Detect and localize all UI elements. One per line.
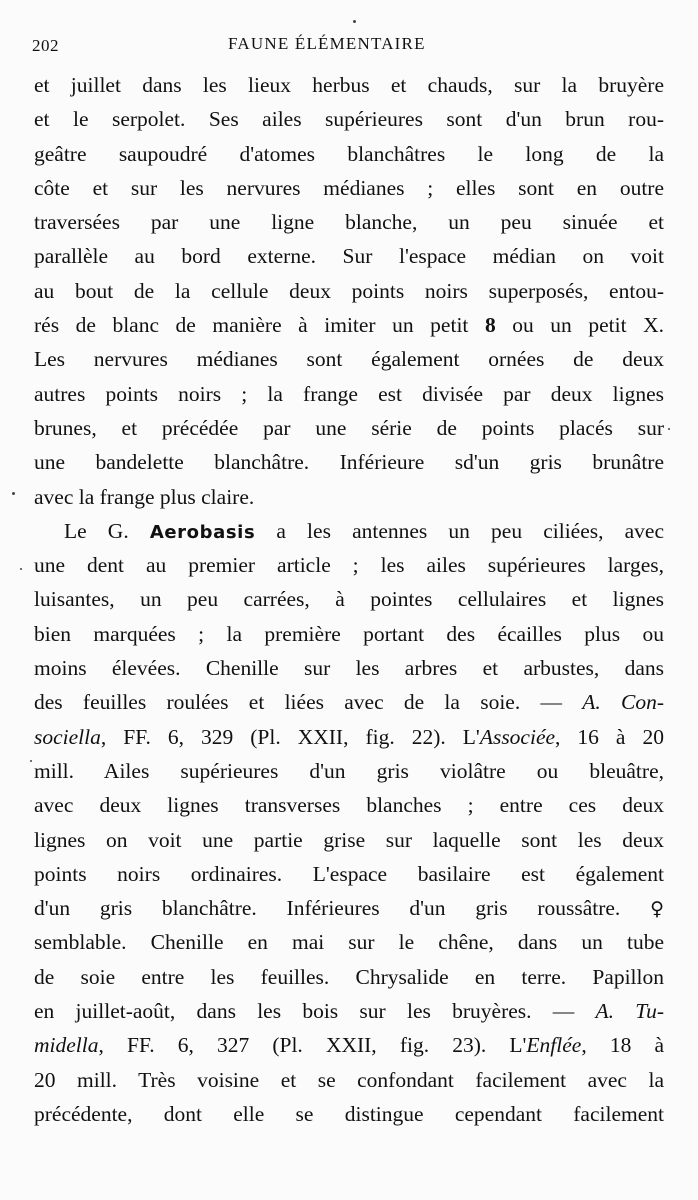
paper-speck [353,20,356,23]
text-line: avec deux lignes transverses blanches ; entre ces deux [34,793,664,818]
figure-eight: 8 [484,313,496,338]
species-name: sociella [34,724,101,749]
text-line: 20 mill. Très voisine et se confondant facilement avec la [34,1067,664,1092]
text-line: bien marquées ; la première portant des écailles plus ou [34,621,664,646]
text-line: avec la frange plus claire. [34,484,255,509]
text-line: précédente, dont elle se distingue cependant facilement [34,1101,664,1126]
text-line: parallèle au bord externe. Sur l'espace médian on voit [34,244,664,269]
text-run: , FF. 6, 327 (Pl. XXII, fig. 23). L' [98,1033,527,1058]
text-line: geâtre saupoudré d'atomes blanchâtres le long de la [34,141,664,166]
text-line: luisantes, un peu carrées, à pointes cellulaires et lignes [34,587,664,612]
paper-speck [668,428,670,430]
text-line: côte et sur les nervures médianes ; elles sont en outre [34,175,664,200]
text-line [34,891,664,925]
text-line: semblable. Chenille en mai sur le chêne, dans un tube [34,930,664,955]
body-text [34,68,664,1131]
text-line [34,685,664,719]
female-symbol: ♀ [650,898,664,921]
text-line: brunes, et précédée par une série de points placés sur [34,415,664,440]
text-run: d'un gris blanchâtre. Inférieures d'un gris roussâtre. [34,896,651,921]
text-line [34,994,664,1028]
text-line: mill. Ailes supérieures d'un gris violâtre ou bleuâtre, [34,758,664,783]
text-run: ou un petit X. [495,313,664,338]
paper-speck [30,760,32,762]
genus-name: Aerobasis [149,521,256,543]
text-line [34,308,664,342]
paper-speck [12,492,15,495]
text-line: au bout de la cellule deux points noirs superposés, entou- [34,278,664,303]
text-line [34,1028,664,1062]
species-name: A. Tu- [595,999,664,1024]
running-title: FAUNE ÉLÉMENTAIRE [228,34,426,53]
text-line: et le serpolet. Ses ailes supérieures sont d'un brun rou- [34,107,664,132]
text-run: , 16 à 20 [555,724,664,749]
text-run: , 18 à [581,1033,664,1058]
text-line: de soie entre les feuilles. Chrysalide en terre. Papillon [34,964,664,989]
text-run: , FF. 6, 329 (Pl. XXII, fig. 22). L' [100,724,480,749]
text-line [34,514,664,548]
paper-speck [20,568,22,570]
text-line: et juillet dans les lieux herbus et chauds, sur la bruyère [34,73,664,97]
text-line: lignes on voit une partie grise sur laquelle sont les deux [34,827,664,852]
common-name: Enflée [526,1033,582,1058]
text-line: autres points noirs ; la frange est divisée par deux lignes [34,381,664,406]
text-line: une dent au premier article ; les ailes supérieures larges, [34,553,664,578]
text-line: une bandelette blanchâtre. Inférieure sd'un gris brunâtre [34,450,664,475]
running-head [30,34,670,58]
text-line: points noirs ordinaires. L'espace basilaire est également [34,861,664,886]
text-run: en juillet-août, dans les bois sur les bruyères. — [34,999,596,1024]
text-run: Le G. [64,518,150,543]
text-line: Les nervures médianes sont également ornées de deux [34,347,664,372]
text-line [34,720,664,754]
text-run: rés de blanc de manière à imiter un petit [34,313,485,338]
page-number: 202 [32,36,59,55]
common-name: Associée [479,724,556,749]
text-line: traversées par une ligne blanche, un peu sinuée et [34,210,664,235]
species-name: A. Con- [582,690,665,715]
text-run: des feuilles roulées et liées avec de la soie. — [34,690,583,715]
text-line: moins élevées. Chenille sur les arbres et arbustes, dans [34,656,664,681]
species-name: midella [34,1033,99,1058]
text-run: a les antennes un peu ciliées, avec [255,518,665,543]
